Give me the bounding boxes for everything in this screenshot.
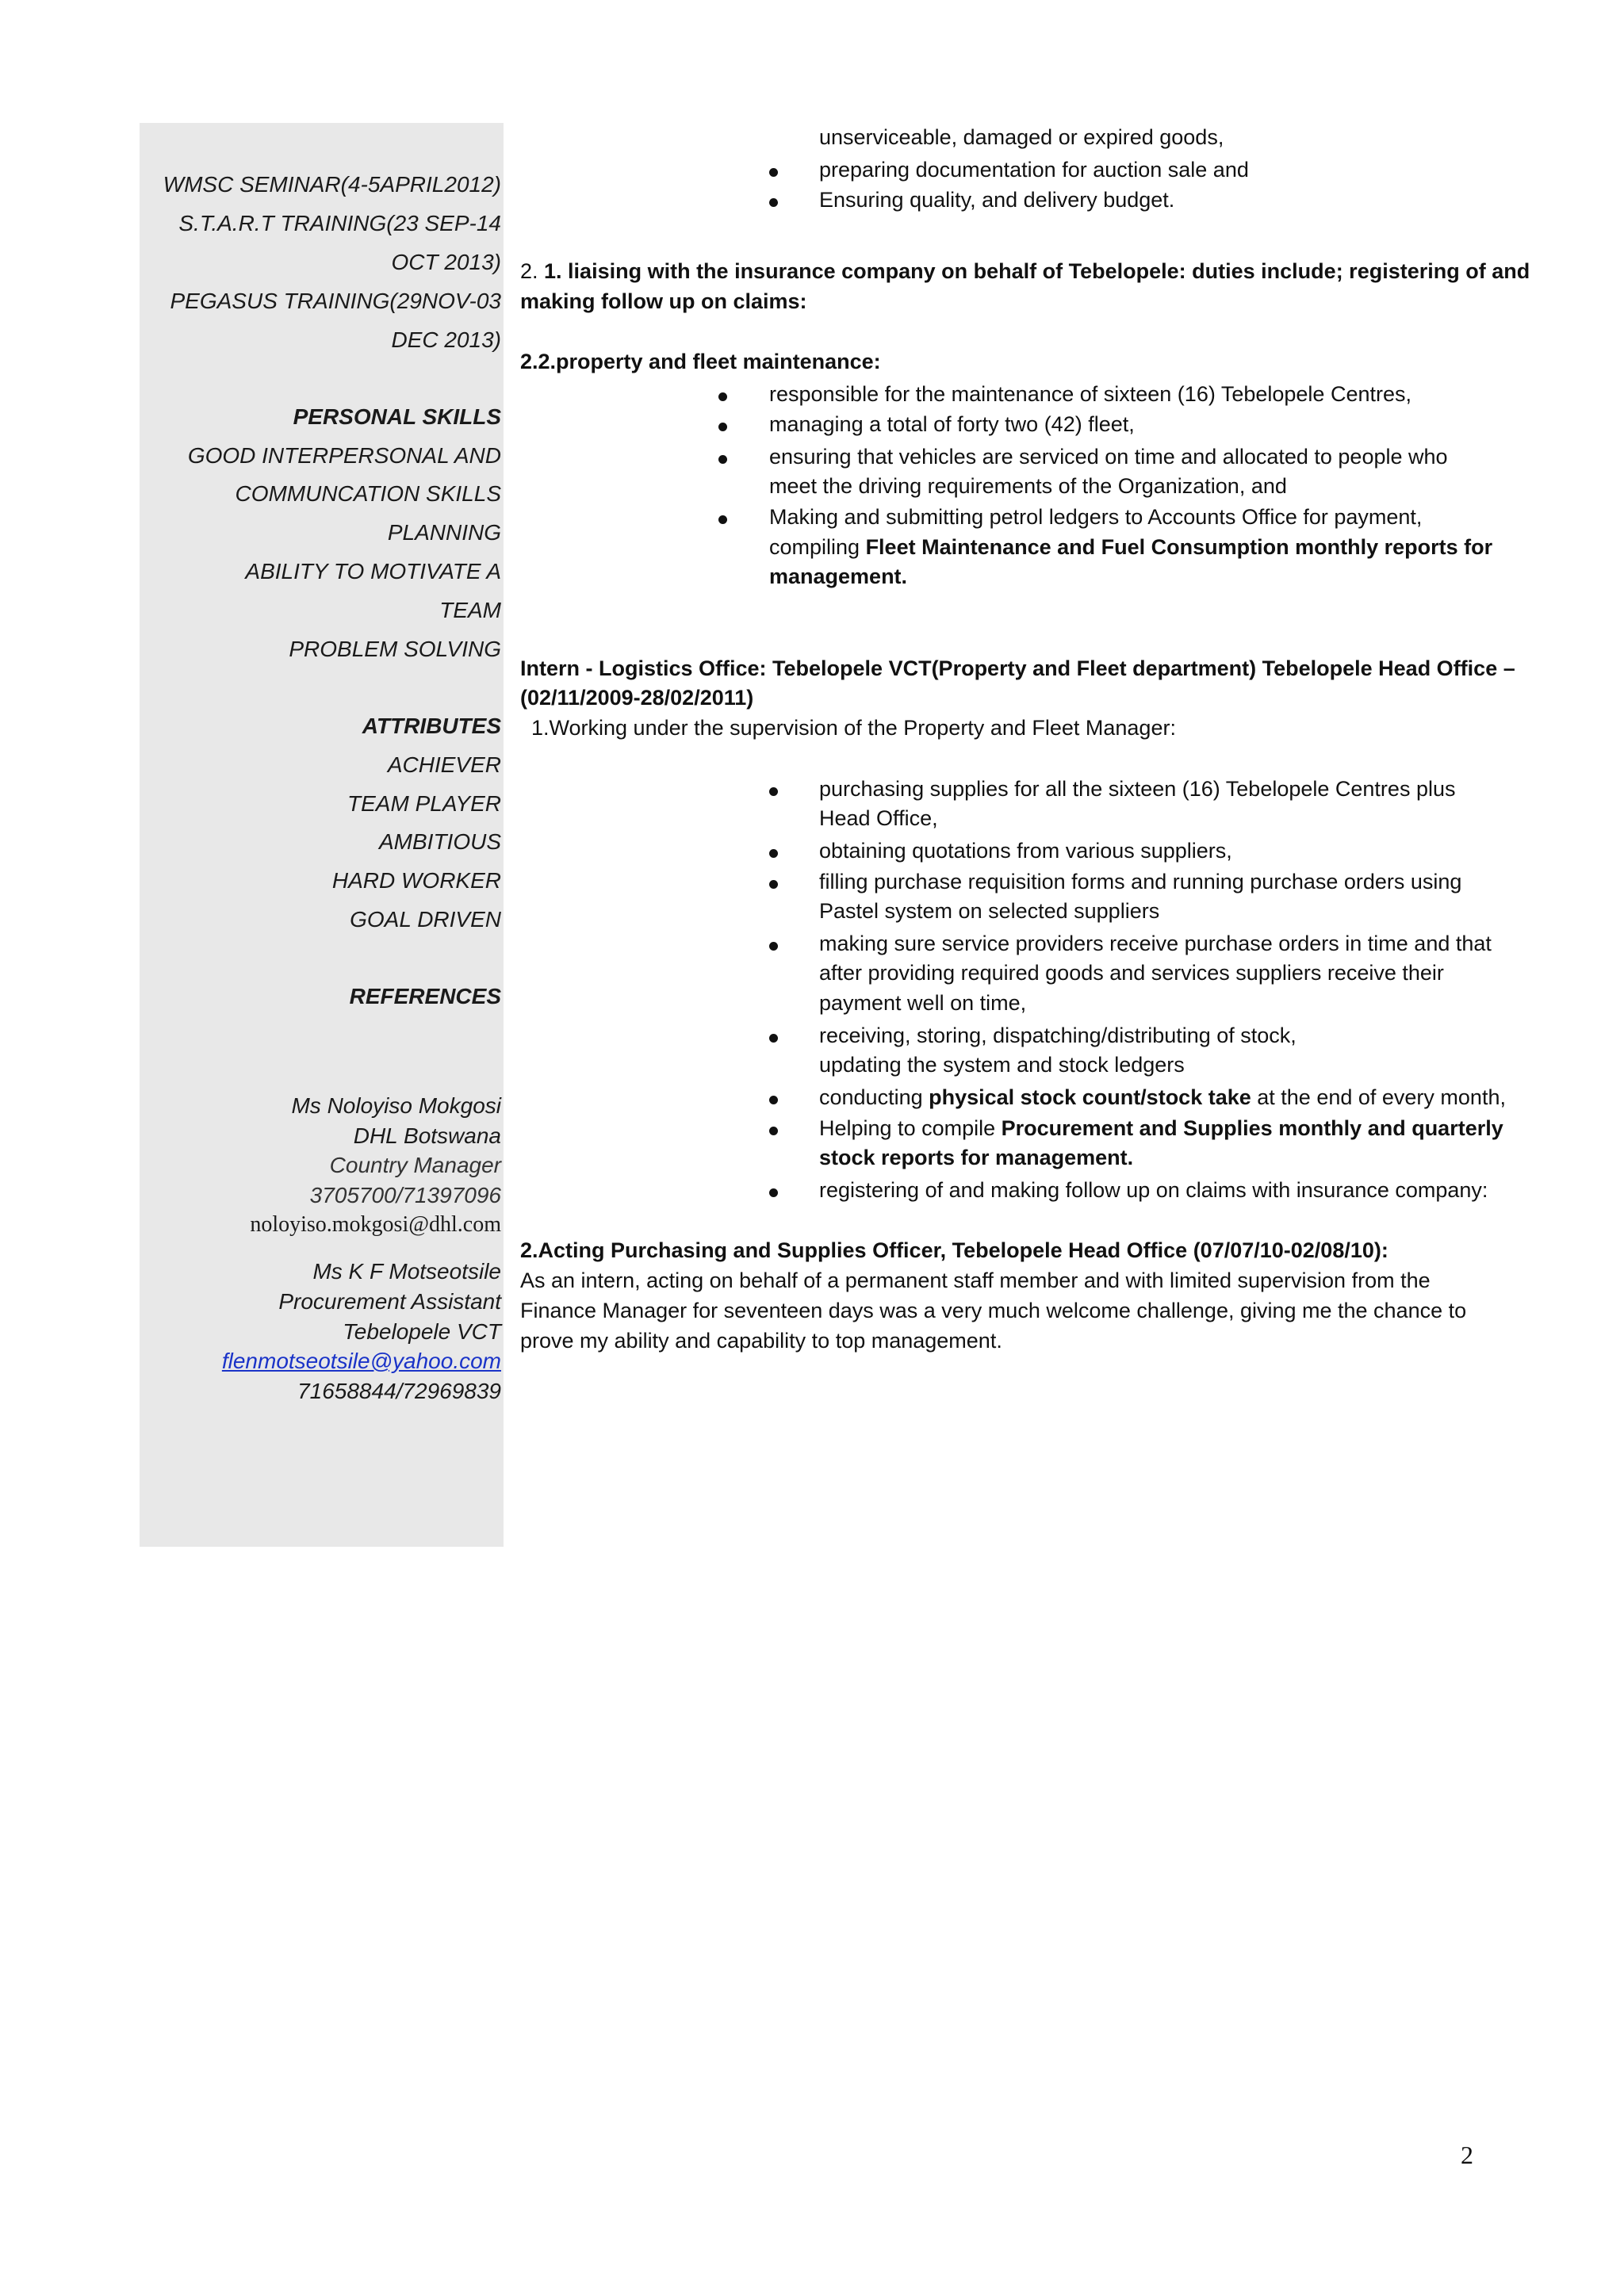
- bullet-icon: [769, 787, 778, 796]
- bullet-text-cont: after providing required goods and services suppliers receive their: [819, 961, 1444, 985]
- reference-title: Country Manager: [329, 1153, 501, 1177]
- intern-heading: Intern - Logistics Office: Tebelopele VCT(Property and Fleet department) Tebelopele Head Office –: [520, 656, 1515, 680]
- skill-line: COMMUNCATION SKILLS: [235, 481, 501, 506]
- attribute-line: TEAM PLAYER: [347, 791, 501, 816]
- reference-name: Ms K F Motseotsile: [312, 1259, 501, 1284]
- bullet-icon: [769, 880, 778, 889]
- bullet-icon: [769, 942, 778, 951]
- seminar-line: PEGASUS TRAINING(29NOV-03: [170, 289, 501, 313]
- bullet-icon: [769, 198, 778, 207]
- bullet-text-cont: Pastel system on selected suppliers: [819, 899, 1160, 923]
- bullet-icon: [769, 168, 778, 177]
- reference-org: DHL Botswana: [353, 1123, 501, 1148]
- bullet-text: filling purchase requisition forms and running purchase orders using: [819, 870, 1462, 894]
- bullet-text-cont: [769, 533, 1492, 562]
- bullet-text-cont: payment well on time,: [819, 991, 1027, 1015]
- bullet-text-plain: conducting: [819, 1085, 929, 1109]
- acting-heading: 2.Acting Purchasing and Supplies Officer, Tebelopele Head Office (07/07/10-02/08/10):: [520, 1238, 1388, 1262]
- reference-phone: 3705700/71397096: [309, 1183, 501, 1207]
- insurance-heading-cont: making follow up on claims:: [520, 289, 807, 313]
- attributes-heading: ATTRIBUTES: [362, 714, 501, 738]
- seminar-line: DEC 2013): [391, 327, 501, 352]
- bullet-icon: [718, 455, 727, 464]
- reference-title: Procurement Assistant: [278, 1289, 501, 1314]
- bullet-text: making sure service providers receive purchase orders in time and that: [819, 932, 1492, 955]
- bullet-text: [819, 1083, 1506, 1112]
- reference-phone: 71658844/72969839: [297, 1379, 501, 1403]
- intern-subheading: 1.Working under the supervision of the Property and Fleet Manager:: [531, 716, 1176, 740]
- bullet-icon: [718, 515, 727, 524]
- skill-line: GOOD INTERPERSONAL AND: [187, 443, 501, 468]
- bullet-icon: [769, 849, 778, 858]
- bullet-text-cont: stock reports for management.: [819, 1146, 1134, 1169]
- skill-line: PROBLEM SOLVING: [289, 637, 501, 661]
- bullet-text: Making and submitting petrol ledgers to Accounts Office for payment,: [769, 505, 1423, 529]
- personal-skills-heading: PERSONAL SKILLS: [293, 404, 501, 429]
- attribute-line: ACHIEVER: [387, 752, 501, 777]
- acting-body-line: Finance Manager for seventeen days was a very much welcome challenge, giving me the chance to: [520, 1299, 1467, 1322]
- bullet-icon: [769, 1188, 778, 1197]
- bullet-text: receiving, storing, dispatching/distributing of stock,: [819, 1024, 1297, 1047]
- skill-line: PLANNING: [387, 520, 501, 545]
- bullet-text: Ensuring quality, and delivery budget.: [819, 188, 1175, 212]
- bullet-icon: [769, 1034, 778, 1043]
- references-heading: REFERENCES: [349, 984, 501, 1008]
- bullet-text-plain: at the end of every month,: [1251, 1085, 1506, 1109]
- bullet-text: purchasing supplies for all the sixteen (16) Tebelopele Centres plus: [819, 777, 1456, 801]
- bullet-text-cont: meet the driving requirements of the Organization, and: [769, 474, 1287, 498]
- attribute-line: GOAL DRIVEN: [350, 907, 501, 932]
- insurance-prefix: 2.: [520, 259, 545, 283]
- bullet-text: managing a total of forty two (42) fleet,: [769, 412, 1135, 436]
- bullet-text: responsible for the maintenance of sixteen (16) Tebelopele Centres,: [769, 382, 1411, 406]
- bullet-icon: [769, 1096, 778, 1104]
- acting-body-line: prove my ability and capability to top management.: [520, 1329, 1002, 1353]
- seminar-line: WMSC SEMINAR(4-5APRIL2012): [163, 172, 501, 197]
- acting-body-line: As an intern, acting on behalf of a permanent staff member and with limited supervision from the: [520, 1269, 1431, 1292]
- continued-bullet-text: unserviceable, damaged or expired goods,: [819, 125, 1224, 149]
- bullet-text-plain: compiling: [769, 535, 866, 559]
- bullet-text: [819, 1114, 1503, 1143]
- reference-org: Tebelopele VCT: [343, 1319, 501, 1344]
- reference-email-link[interactable]: flenmotseotsile@yahoo.com: [221, 1349, 501, 1373]
- bullet-text-cont: Head Office,: [819, 806, 938, 830]
- seminar-line: S.T.A.R.T TRAINING(23 SEP-14: [178, 211, 501, 235]
- bullet-text-bold: Procurement and Supplies monthly and quarterly: [1001, 1116, 1503, 1140]
- insurance-heading: 1. liaising with the insurance company on behalf of Tebelopele: duties include; registering of and: [544, 259, 1530, 283]
- bullet-text-bold: Fleet Maintenance and Fuel Consumption monthly reports for: [865, 535, 1493, 559]
- bullet-text-cont: updating the system and stock ledgers: [819, 1053, 1185, 1077]
- bullet-text-cont: management.: [769, 564, 908, 588]
- skill-line: ABILITY TO MOTIVATE A: [245, 559, 501, 584]
- bullet-text: ensuring that vehicles are serviced on time and allocated to people who: [769, 445, 1448, 469]
- intern-dates: (02/11/2009-28/02/2011): [520, 686, 754, 710]
- bullet-text-plain: Helping to compile: [819, 1116, 1002, 1140]
- bullet-text: preparing documentation for auction sale and: [819, 158, 1249, 182]
- property-heading: 2.2.property and fleet maintenance:: [520, 350, 881, 373]
- bullet-icon: [718, 392, 727, 401]
- bullet-text-bold: physical stock count/stock take: [929, 1085, 1251, 1109]
- page-number: 2: [1461, 2141, 1473, 2169]
- reference-email: noloyiso.mokgosi@dhl.com: [250, 1212, 501, 1237]
- bullet-text: obtaining quotations from various suppliers,: [819, 839, 1232, 863]
- seminar-line: OCT 2013): [391, 250, 501, 274]
- bullet-icon: [718, 423, 727, 431]
- skill-line: TEAM: [439, 598, 501, 622]
- attribute-line: AMBITIOUS: [378, 829, 501, 854]
- insurance-duty: [520, 257, 1530, 286]
- bullet-text: registering of and making follow up on claims with insurance company:: [819, 1178, 1488, 1202]
- attribute-line: HARD WORKER: [331, 868, 501, 893]
- reference-name: Ms Noloyiso Mokgosi: [291, 1093, 501, 1118]
- bullet-icon: [769, 1127, 778, 1135]
